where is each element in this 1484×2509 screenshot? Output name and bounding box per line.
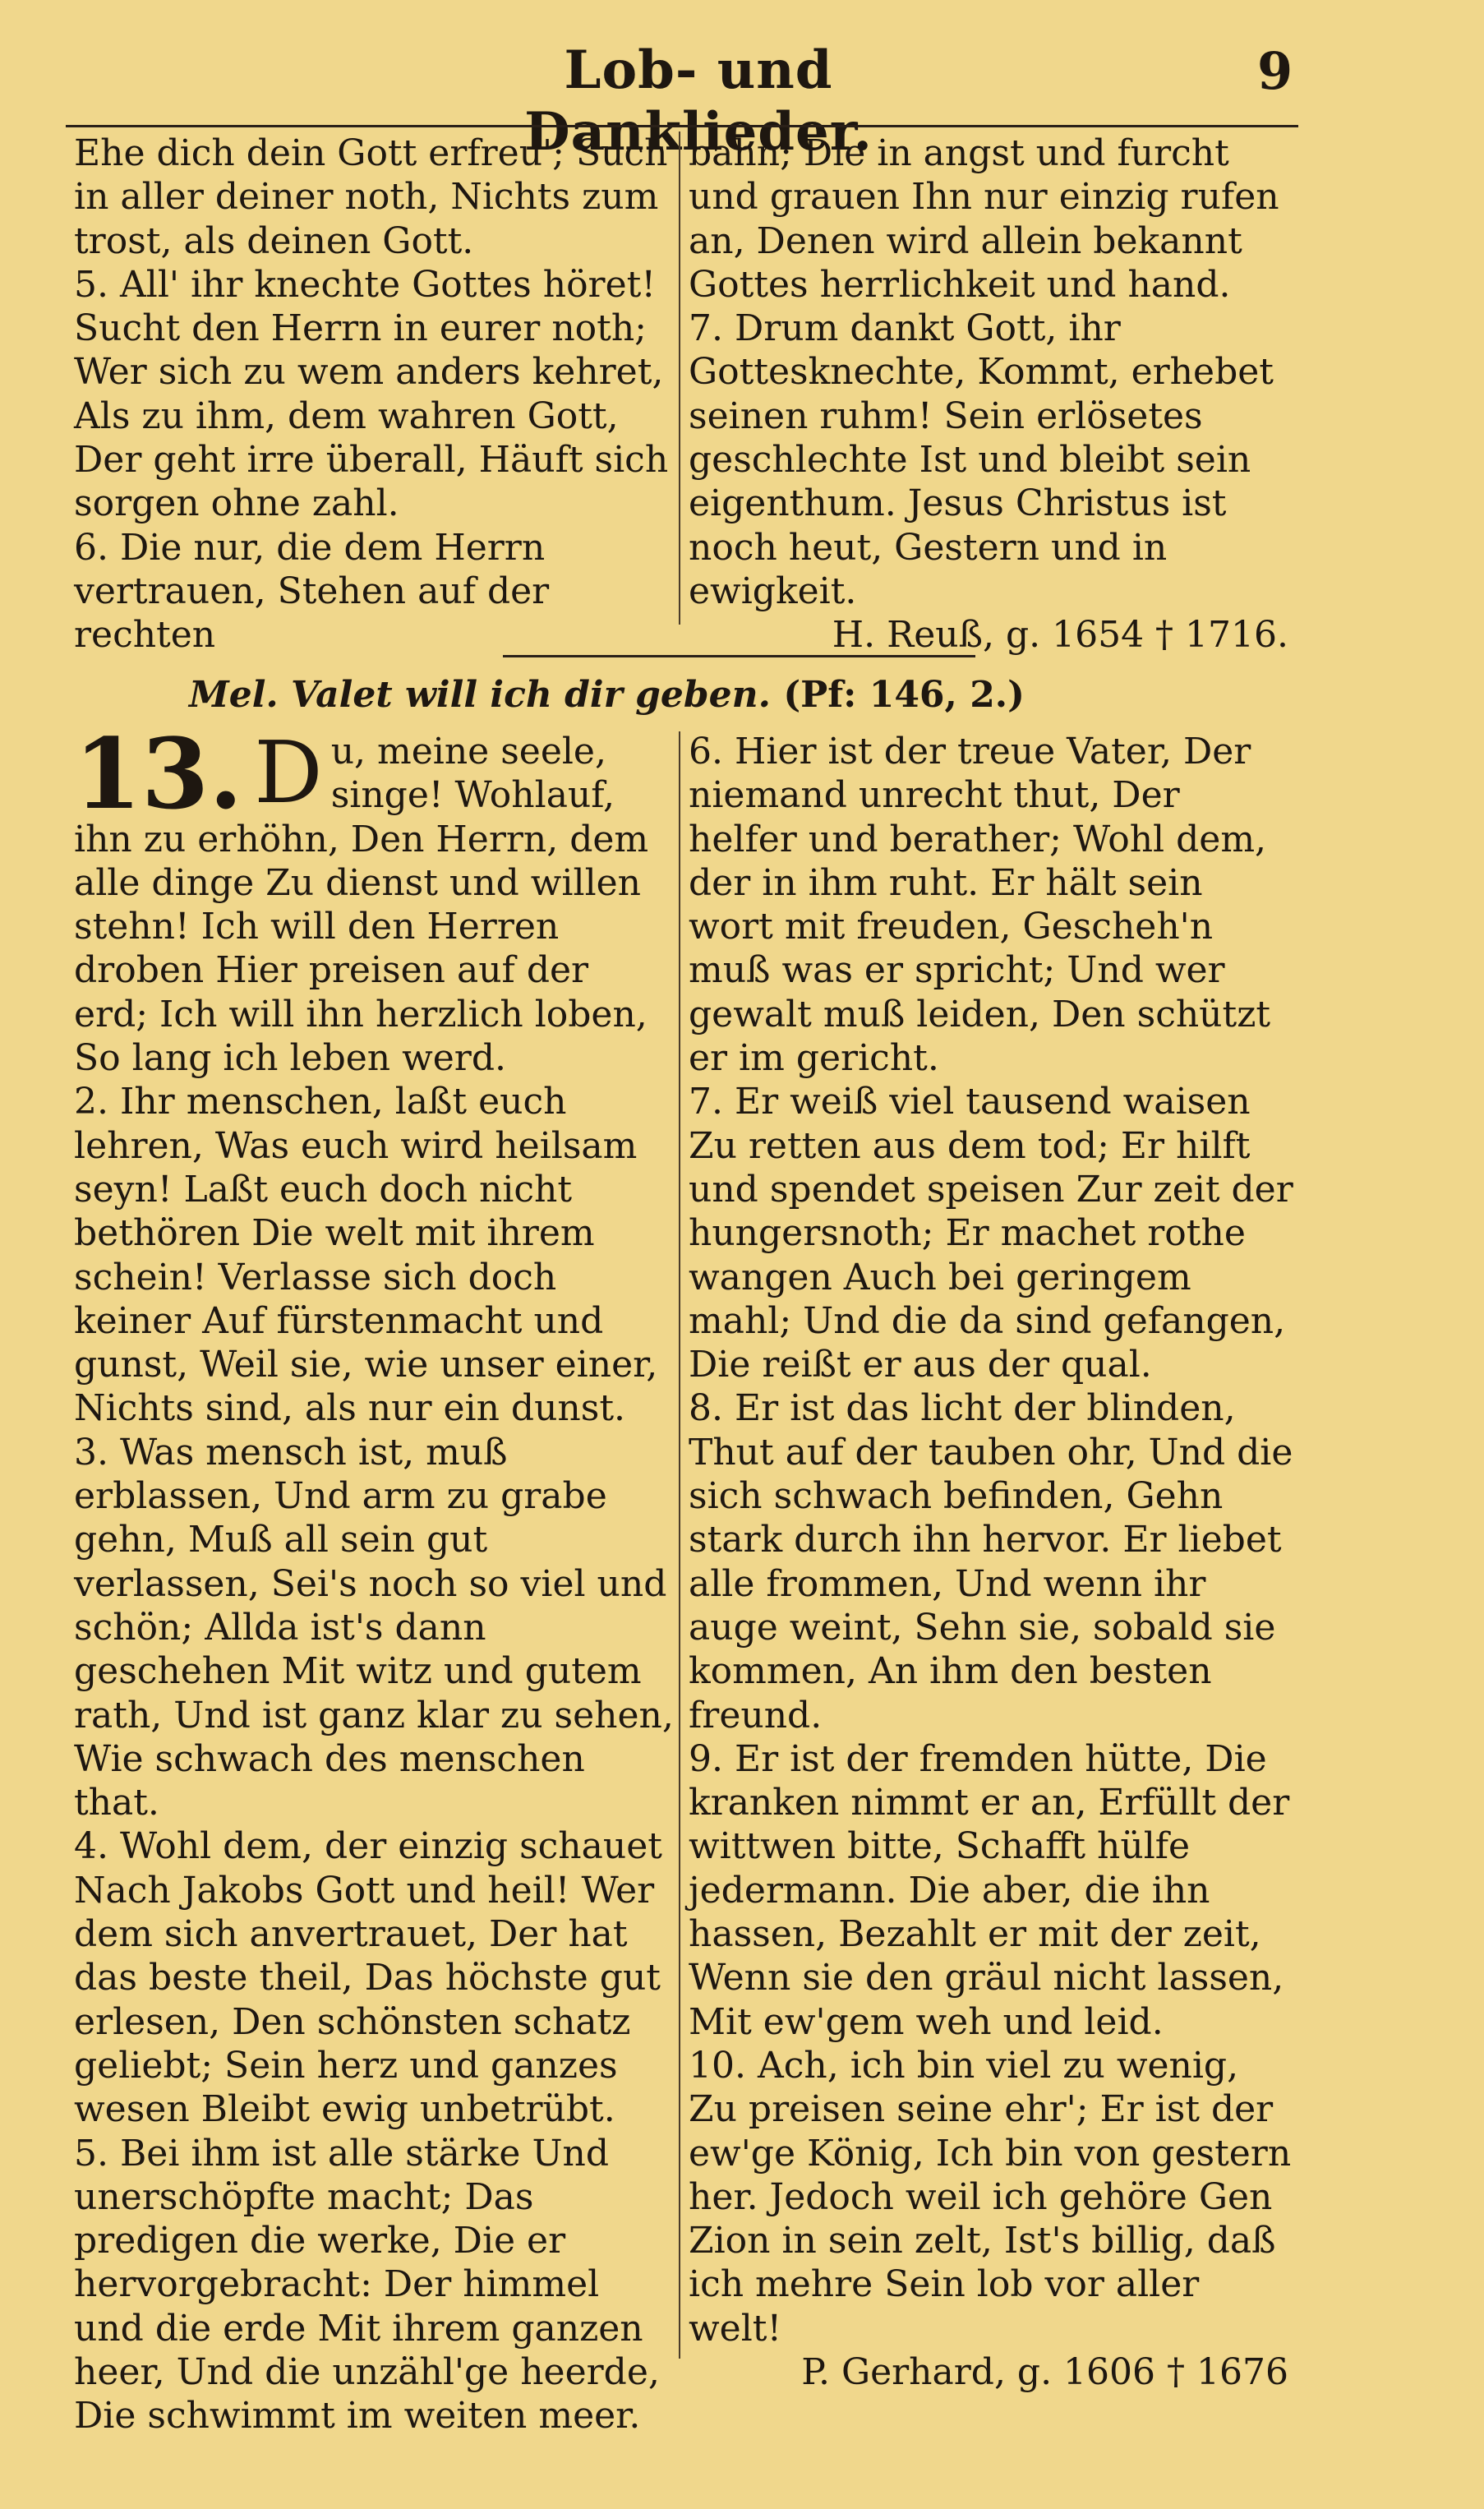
- verse-7: 7. Er weiß viel tausend waisen Zu retten aus dem tod; Er hilft und spendet speisen Zur zeit der hungersnoth; Er machet rothe wangen Auch bei geringem mahl; Und die da sind gefangen, Die reißt er aus der qual.: [689, 1081, 1293, 1386]
- page-number: 9: [1257, 41, 1293, 101]
- page-header: [0, 23, 1484, 163]
- section-rule: [503, 655, 975, 657]
- verse-9: 9. Er ist der fremden hütte, Die kranken nimmt er an, Erfüllt der wittwen bitte, Schafft hülfe jedermann. Die aber, die ihn hassen, Bezahlt er mit der zeit, Wenn sie den gräul nicht lassen, Mit ew'gem weh und leid.: [689, 1737, 1290, 2043]
- hymn-attribution: H. Reuß, g. 1654 † 1716.: [832, 614, 1288, 657]
- bottom-right-column: [689, 730, 1297, 2394]
- header-rule: [66, 125, 1298, 127]
- verse-continuation: Ehe dich dein Gott erfreu'; Such in aller deiner noth, Nichts zum trost, als deinen Gott.: [74, 132, 668, 262]
- top-left-column: [74, 131, 674, 657]
- column-divider: [679, 131, 680, 625]
- bottom-left-column: [74, 717, 674, 2438]
- column-divider: [679, 731, 680, 2359]
- verse-2: 2. Ihr menschen, laßt euch lehren, Was euch wird heilsam seyn! Laßt euch doch nicht bethören Die welt mit ihrem schein! Verlasse sich doch keiner Auf fürstenmacht und gunst, Weil sie, wie unser einer, Nichts sind, als nur ein dunst.: [74, 1081, 658, 1430]
- hymn-number: 13.: [74, 717, 243, 831]
- verse-6: 6. Hier ist der treue Vater, Der niemand unrecht thut, Der helfer und berather; Wohl dem, der in ihm ruht. Er hält sein wort mit freuden, Gescheh'n muß was er spricht; Und wer gewalt muß leiden, Den schützt er im gericht.: [689, 731, 1271, 1080]
- hymn-attribution: P. Gerhard, g. 1606 † 1676: [801, 2350, 1288, 2393]
- verse-1: [74, 717, 674, 1080]
- verse-5: 5. All' ihr knechte Gottes höret! Sucht den Herrn in eurer noth; Wer sich zu wem anders kehret, Als zu ihm, dem wahren Gott, Der geht irre überall, Häuft sich sorgen ohne zahl.: [74, 263, 669, 525]
- top-right-column: [689, 131, 1297, 657]
- melody-line: [189, 674, 1339, 716]
- melody-reference: (Pf: 146, 2.): [783, 674, 1025, 716]
- verse-6-continuation: bahn; Die in angst und furcht und grauen Ihn nur einzig rufen an, Denen wird allein bekannt Gottes herrlichkeit und hand.: [689, 132, 1279, 306]
- melody-label: Mel. Valet will ich dir geben.: [189, 674, 771, 716]
- verse-3: 3. Was mensch ist, muß erblassen, Und arm zu grabe gehn, Muß all sein gut verlassen, Sei's noch so viel und schön; Allda ist's dann geschehen Mit witz und gutem rath, Und ist ganz klar zu sehen, Wie schwach des menschen that.: [74, 1431, 674, 1824]
- verse-10: 10. Ach, ich bin viel zu wenig, Zu preisen seine ehr'; Er ist der ew'ge König, Ich bin von gestern her. Jedoch weil ich gehöre Gen Zion in sein zelt, Ist's billig, daß ich mehre Sein lob vor aller welt!: [689, 2044, 1292, 2350]
- verse-1-text: u, meine seele, singe! Wohlauf, ihn zu erhöhn, Den Herrn, dem alle dinge Zu dienst und willen stehn! Ich will den Herren droben Hier preisen auf der erd; Ich will ihn herzlich loben, So lang ich leben werd.: [74, 731, 649, 1080]
- drop-cap: D: [254, 722, 323, 823]
- running-title: Lob- und Danklieder.: [524, 39, 873, 163]
- verse-8: 8. Er ist das licht der blinden, Thut auf der tauben ohr, Und die sich schwach befinden, Gehn stark durch ihn hervor. Er liebet alle frommen, Und wenn ihr auge weint, Sehn sie, sobald sie kommen, An ihm den besten freund.: [689, 1387, 1293, 1736]
- verse-7: 7. Drum dankt Gott, ihr Gottesknechte, Kommt, erhebet seinen ruhm! Sein erlösetes geschlechte Ist und bleibt sein eigenthum. Jesus Christus ist noch heut, Gestern und in ewigkeit.: [689, 307, 1274, 612]
- verse-6: 6. Die nur, die dem Herrn vertrauen, Stehen auf der rechten: [74, 526, 550, 657]
- verse-4: 4. Wohl dem, der einzig schauet Nach Jakobs Gott und heil! Wer dem sich anvertrauet, Der hat das beste theil, Das höchste gut erlesen, Den schönsten schatz geliebt; Sein herz und ganzes wesen Bleibt ewig unbetrübt.: [74, 1825, 662, 2131]
- verse-5: 5. Bei ihm ist alle stärke Und unerschöpfte macht; Das predigen die werke, Die er hervorgebracht: Der himmel und die erde Mit ihrem ganzen heer, Und die unzähl'ge heerde, Die schwimmt im weiten meer.: [74, 2132, 660, 2438]
